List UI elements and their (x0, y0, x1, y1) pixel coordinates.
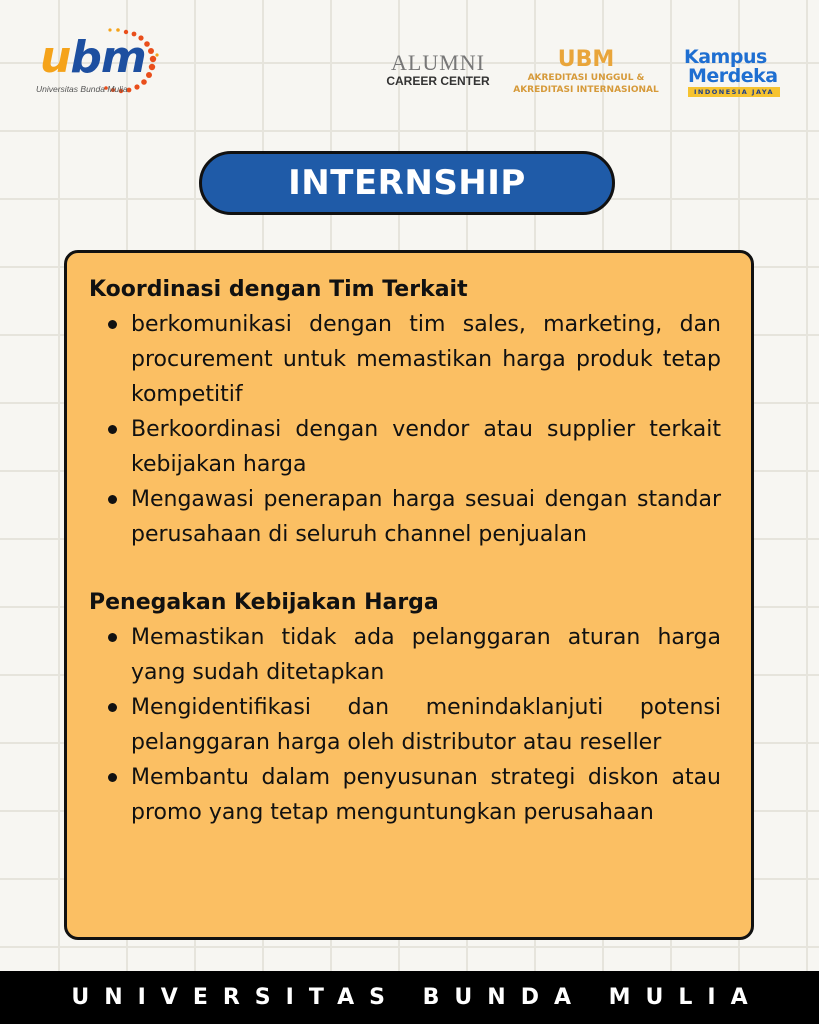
kampus-merdeka-logo-line1: Kampus (684, 46, 767, 68)
akreditasi-logo-line1: AKREDITASI UNGGUL & (527, 73, 645, 83)
list-item (89, 760, 721, 830)
bullet-icon (108, 633, 117, 642)
page-title: INTERNSHIP (288, 163, 526, 203)
bullet-list (89, 620, 721, 830)
ubm-logo-mark: ubm (40, 32, 146, 83)
akreditasi-logo (506, 48, 666, 96)
list-item (89, 307, 721, 412)
akreditasi-logo-ubm: UBM (557, 47, 615, 72)
title-banner (199, 151, 615, 215)
list-item (89, 412, 721, 482)
list-item-text: Berkoordinasi dengan vendor atau supplier terkait kebijakan harga (131, 417, 721, 477)
footer-text: UNIVERSITAS BUNDA MULIA (71, 985, 763, 1010)
bullet-icon (108, 495, 117, 504)
bullet-list (89, 307, 721, 552)
kampus-merdeka-logo-line2: Merdeka (688, 65, 778, 87)
akreditasi-logo-line2: AKREDITASI INTERNASIONAL (513, 85, 659, 95)
section-heading: Penegakan Kebijakan Harga (89, 590, 439, 615)
bullet-icon (108, 703, 117, 712)
alumni-logo-word: ALUMNI (391, 50, 485, 75)
section-penegakan (89, 586, 721, 830)
list-item (89, 690, 721, 760)
section-koordinasi (89, 273, 721, 552)
alumni-logo-career-center: CAREER CENTER (386, 74, 490, 88)
bullet-icon (108, 320, 117, 329)
list-item-text: Mengawasi penerapan harga sesuai dengan standar perusahaan di seluruh channel penjualan (131, 487, 721, 547)
content-card (64, 250, 754, 940)
alumni-career-center-logo (386, 52, 490, 98)
list-item (89, 482, 721, 552)
list-item-text: Memastikan tidak ada pelanggaran aturan harga yang sudah ditetapkan (131, 625, 721, 685)
ubm-logo-subtitle: Universitas Bunda Mulia (36, 84, 128, 94)
list-item (89, 620, 721, 690)
section-spacer (89, 552, 721, 586)
section-heading: Koordinasi dengan Tim Terkait (89, 277, 468, 302)
list-item-text: Membantu dalam penyusunan strategi diskon atau promo yang tetap menguntungkan perusahaan (131, 765, 721, 825)
ubm-logo (30, 26, 170, 118)
kampus-merdeka-logo-tagline: INDONESIA JAYA (688, 87, 780, 97)
footer-bar (0, 971, 819, 1024)
bullet-icon (108, 425, 117, 434)
kampus-merdeka-logo (684, 48, 794, 104)
list-item-text: berkomunikasi dengan tim sales, marketing, dan procurement untuk memastikan harga produk tetap kompetitif (131, 312, 721, 407)
bullet-icon (108, 773, 117, 782)
list-item-text: Mengidentifikasi dan menindaklanjuti potensi pelanggaran harga oleh distributor atau reseller (131, 695, 721, 755)
